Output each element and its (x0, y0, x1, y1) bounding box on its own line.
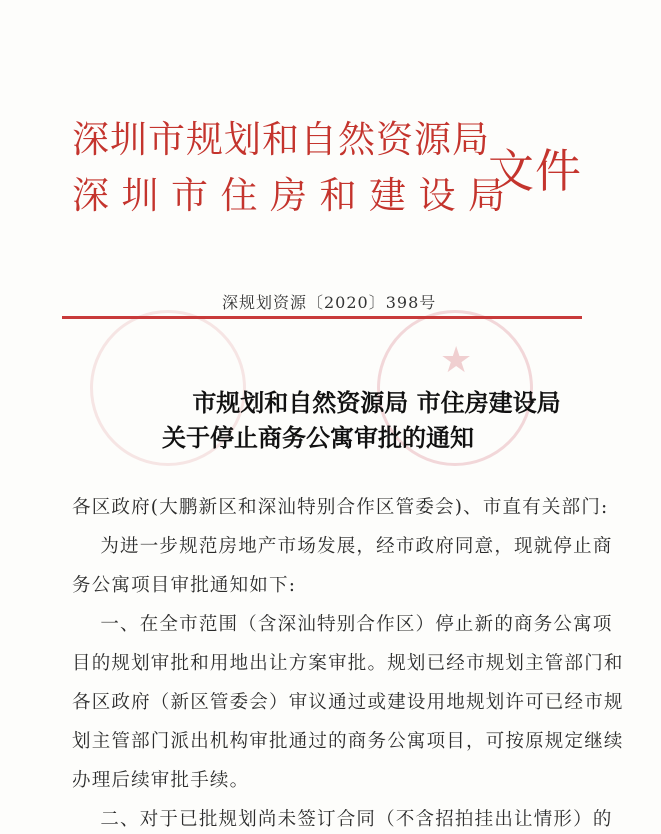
body-paragraph-line: 各区政府（新区管委会）审议通过或建设用地规划许可已经市规 (72, 692, 624, 713)
body-paragraph-line: 划主管部门派出机构审批通过的商务公寓项目，可按原规定继续 (72, 731, 624, 752)
notice-title-line-2: 关于停止商务公寓审批的通知 (162, 423, 474, 452)
body-paragraph-line: 为进一步规范房地产市场发展，经市政府同意，现就停止商 (72, 536, 613, 557)
body-paragraph-line: 办理后续审批手续。 (72, 770, 250, 791)
body-paragraph-line: 务公寓项目审批通知如下: (72, 575, 297, 596)
issuing-org-2: 深圳市住房和建设局 (72, 174, 518, 217)
document-type-label: 文件 (488, 144, 582, 198)
body-paragraph-line: 二、对于已批规划尚未签订合同（不含招拍挂出让情形）的 (72, 809, 613, 830)
notice-title-line-1: 市规划和自然资源局 市住房建设局 (192, 388, 561, 417)
red-divider-line (62, 316, 582, 319)
document-number: 深规划资源〔2020〕398号 (222, 293, 437, 312)
seal-star-icon: ★ (440, 340, 473, 381)
body-paragraph-line: 目的规划审批和用地出让方案审批。规划已经市规划主管部门和 (72, 653, 624, 674)
issuing-org-1: 深圳市规划和自然资源局 (72, 118, 490, 161)
addressee-line: 各区政府(大鹏新区和深汕特别合作区管委会)、市直有关部门: (72, 497, 609, 518)
body-paragraph-line: 一、在全市范围（含深汕特别合作区）停止新的商务公寓项 (72, 614, 613, 635)
